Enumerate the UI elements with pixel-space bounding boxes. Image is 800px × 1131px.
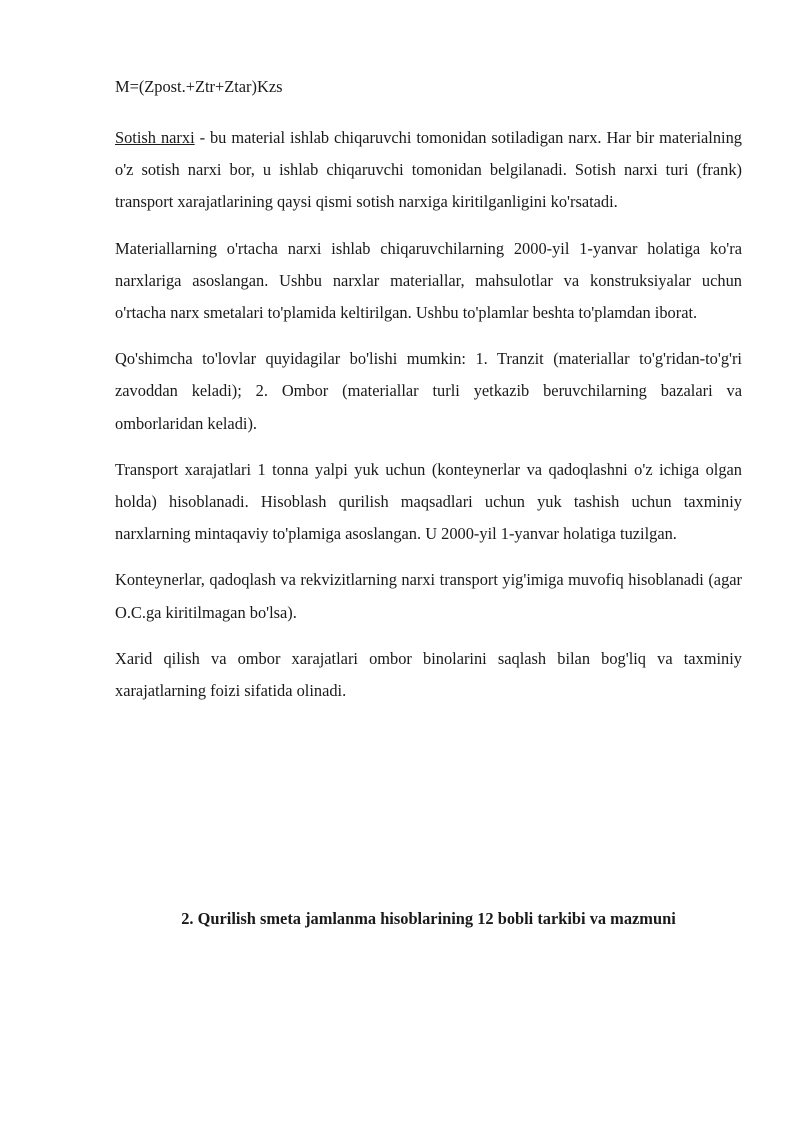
paragraph-qoshimcha-tolovlar: Qo'shimcha to'lovlar quyidagilar bo'lishi mumkin: 1. Tranzit (materiallar to'g'ridan-to'g'ri zavoddan keladi); 2. Ombor (materiallar turli yetkazib beruvchilarning bazalari va omborlaridan keladi). bbox=[115, 349, 742, 433]
paragraph-xarid-qilish: Xarid qilish va ombor xarajatlari ombor binolarini saqlash bilan bog'liq va taxminiy xarajatlarning foizi sifatida olinadi. bbox=[115, 648, 742, 701]
paragraph-sotish-narxi bbox=[115, 122, 742, 219]
paragraph-text: - bu material ishlab chiqaruvchi tomonidan sotiladigan narx. Har bir materialning o'z sotish narxi bor, u ishlab chiqaruvchi tomonidan belgilanadi. Sotish narxi turi (frank) transport xarajatlarining qaysi qismi sotish narxiga kiritilganligini ko'rsatadi. bbox=[115, 128, 742, 212]
paragraph-ortacha-narx: Materiallarning o'rtacha narxi ishlab chiqaruvchilarning 2000-yil 1-yanvar holatiga ko'ra narxlariga asoslangan. Ushbu narxlar materiallar, mahsulotlar va konstruksiyalar uchun o'rtacha narx smetalari to'plamida keltirilgan. Ushbu to'plamlar beshta to'plamdan iborat. bbox=[115, 238, 742, 323]
formula: M=(Zpost.+Ztr+Ztar)Kzs bbox=[115, 77, 283, 96]
paragraph-transport-xarajatlari: Transport xarajatlari 1 tonna yalpi yuk uchun (konteynerlar va qadoqlashni o'z ichiga olgan holda) hisoblanadi. Hisoblash qurilish maqsadlari uchun yuk tashish uchun taxminiy narxlarning mintaqaviy to'plamiga asoslangan. U 2000-yil 1-yanvar holatiga tuzilgan. bbox=[115, 459, 742, 544]
document-page bbox=[115, 74, 742, 928]
paragraph-konteynerlar: Konteynerlar, qadoqlash va rekvizitlarning narxi transport yig'imiga muvofiq hisoblanadi (agar O.C.ga kiritilmagan bo'lsa). bbox=[115, 570, 742, 622]
section-title: 2. Qurilish smeta jamlanma hisoblarining 12 bobli tarkibi va mazmuni bbox=[181, 909, 676, 928]
term-sotish-narxi: Sotish narxi bbox=[115, 128, 195, 147]
